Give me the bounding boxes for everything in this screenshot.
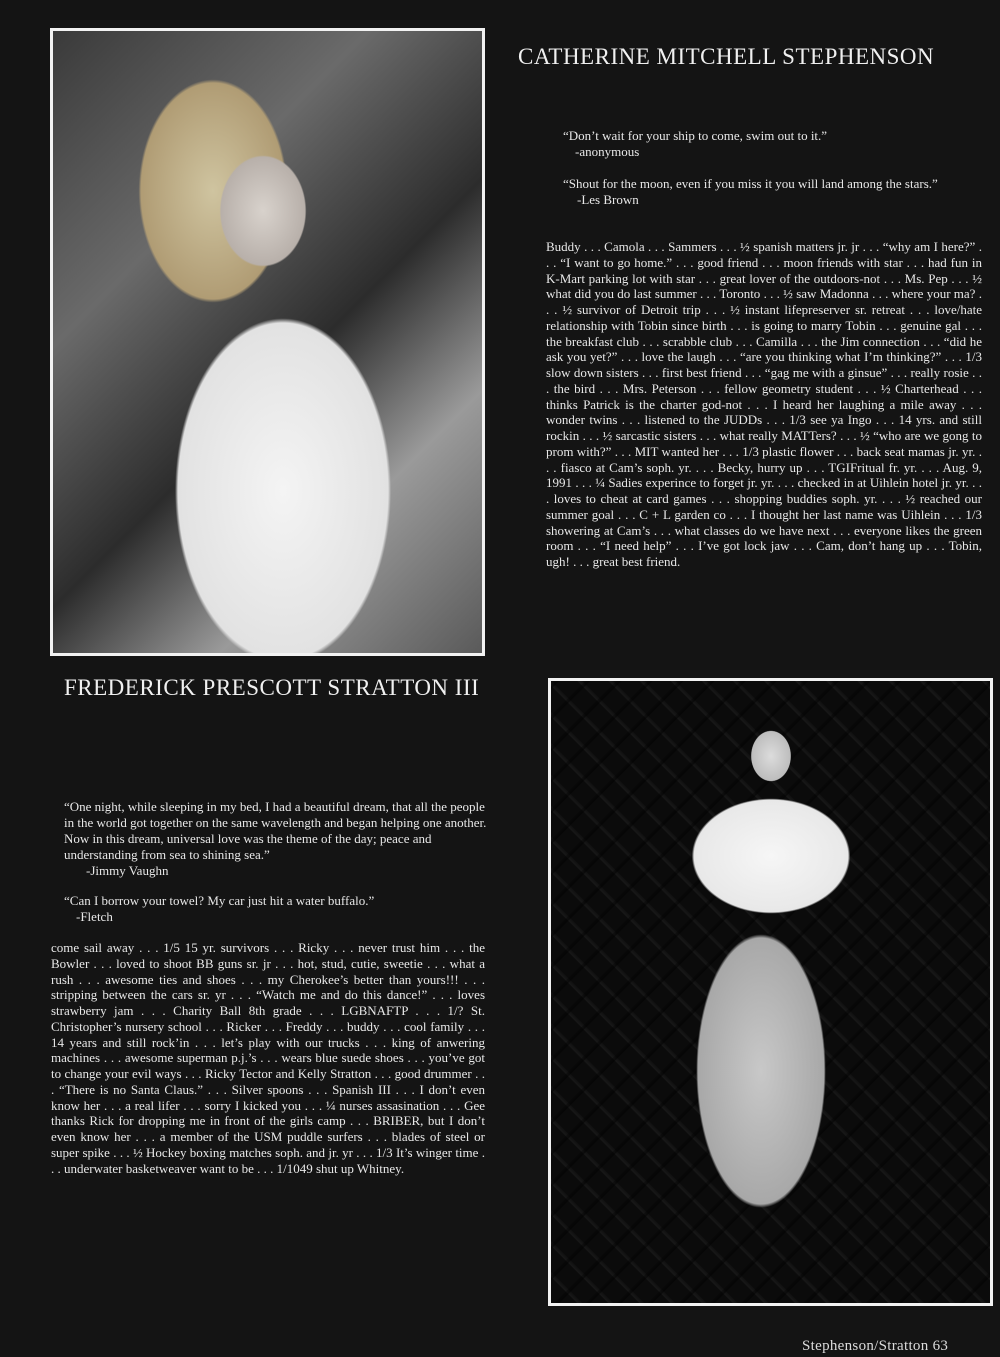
bio-stratton: come sail away . . . 1/5 15 yr. survivors . . . Ricky . . . never trust him . . . the Bowler . . . loved to shoot BB guns sr. jr . . . hot, stud, cutie, sweetie . . . what a rush . . . awesome ties and shoes . . . my Cherokee’s better than yours!!! . . . stripping between the cars sr. yr . . . “Watch me and do this dance!” . . . loves strawberry jam . . . Charity Ball 8th grade . . . LGBNAFTP . . . 1/? St. Christopher’s nursery school . . . Ricker . . . Freddy . . . buddy . . . cool family . . . 14 years and still rock’in . . . let’s play with our trucks . . . king of anwering machines . . . awesome superman p.j.’s . . . wears blue suede shoes . . . you’ve got to change your evil ways . . . Ricky Tector and Kelly Stratton . . . good drummer . . . “There is no Santa Claus.” . . . Silver spoons . . . Spanish III . . . I don’t even know her . . . a real lifer . . . sorry I kicked you . . . ¼ nurses assasination . . . Gee thanks Rick for dropping me in front of the girls camp . . . BRIBER, but I don’t even know her . . . a member of the USM puddle surfers . . . blades of steel or super spike . . . ½ Hockey boxing matches soph. and jr. yr . . . 1/3 It’s winger time . . . underwater basketweaver want to be . . . 1/1049 shut up Whitney. <box>51 940 485 1176</box>
portrait-photo-stratton <box>548 678 993 1306</box>
quote-stephenson-1 <box>563 128 973 160</box>
quote-source: -Fletch <box>76 909 113 924</box>
quote-source: -Les Brown <box>577 192 639 207</box>
quote-text: “Shout for the moon, even if you miss it you will land among the stars.” <box>563 176 938 191</box>
page-footer: Stephenson/Stratton 63 <box>802 1338 949 1354</box>
student-name-stephenson: CATHERINE MITCHELL STEPHENSON <box>518 44 935 69</box>
quote-stratton-2 <box>64 893 474 925</box>
portrait-photo-stephenson <box>50 28 485 656</box>
quote-text: “One night, while sleeping in my bed, I had a beautiful dream, that all the people in the world got together on the same wavelength and began helping one another. Now in this dream, universal love was the theme of the day; peace and understanding from sea to shining sea.” <box>64 799 487 862</box>
quote-stratton-1 <box>64 799 488 879</box>
quote-stephenson-2 <box>563 176 983 208</box>
quote-text: “Don’t wait for your ship to come, swim out to it.” <box>563 128 828 143</box>
quote-source: -Jimmy Vaughn <box>86 863 169 878</box>
quote-source: -anonymous <box>575 144 640 159</box>
student-name-stratton: FREDERICK PRESCOTT STRATTON III <box>64 675 480 700</box>
quote-text: “Can I borrow your towel? My car just hit a water buffalo.” <box>64 893 375 908</box>
bio-stephenson: Buddy . . . Camola . . . Sammers . . . ½ spanish matters jr. jr . . . “why am I here?” . . . “I want to go home.” . . . good friend . . . moon friends with star . . . had fun in K-Mart parking lot with star . . . great lover of the outdoors-not . . . Ms. Pep . . . ½ what did you do last summer . . . Toronto . . . ½ saw Madonna . . . where your ma? . . . ½ survivor of Detroit trip . . . ½ instant lifepreserver sr. retreat . . . love/hate relationship with Tobin since birth . . . is going to marry Tobin . . . genuine gal . . . the breakfast club . . . scrabble club . . . Camilla . . . the Jim connection . . . “did he ask you yet?” . . . love the laugh . . . “are you thinking what I’m thinking?” . . . 1/3 slow down sisters . . . first best friend . . . “gag me with a ginsue” . . . really rosie . . . the bird . . . Mrs. Peterson . . . fellow geometry student . . . ½ Charterhead . . . thinks Patrick is the charter god-not . . . I heard her laughing a mile away . . . wonder twins . . . listened to the JUDDs . . . 1/3 see ya Ingo . . . 14 yrs. and still rockin . . . ½ sarcastic sisters . . . what really MATTers? . . . ½ “who are we gong to prom with?” . . . MIT wanted her . . . 1/3 plastic flower . . . back seat mamas jr. yr. . . . fiasco at Cam’s soph. yr. . . . Becky, hurry up . . . TGIFritual fr. yr. . . . Aug. 9, 1991 . . . ¼ Sadies experince to forget jr. yr. . . . checked in at Uihlein hotel jr. yr. . . . loves to cheat at card games . . . shopping buddies soph. yr. . . . ½ reached our summer goal . . . C + L garden co . . . I thought her last name was Uihlein . . . 1/3 showering at Cam’s . . . what classes do we have next . . . everyone likes the green room . . . “I need help” . . . I’ve got lock jaw . . . Cam, don’t hang up . . . Tobin, ugh! . . . great best friend. <box>546 239 982 569</box>
